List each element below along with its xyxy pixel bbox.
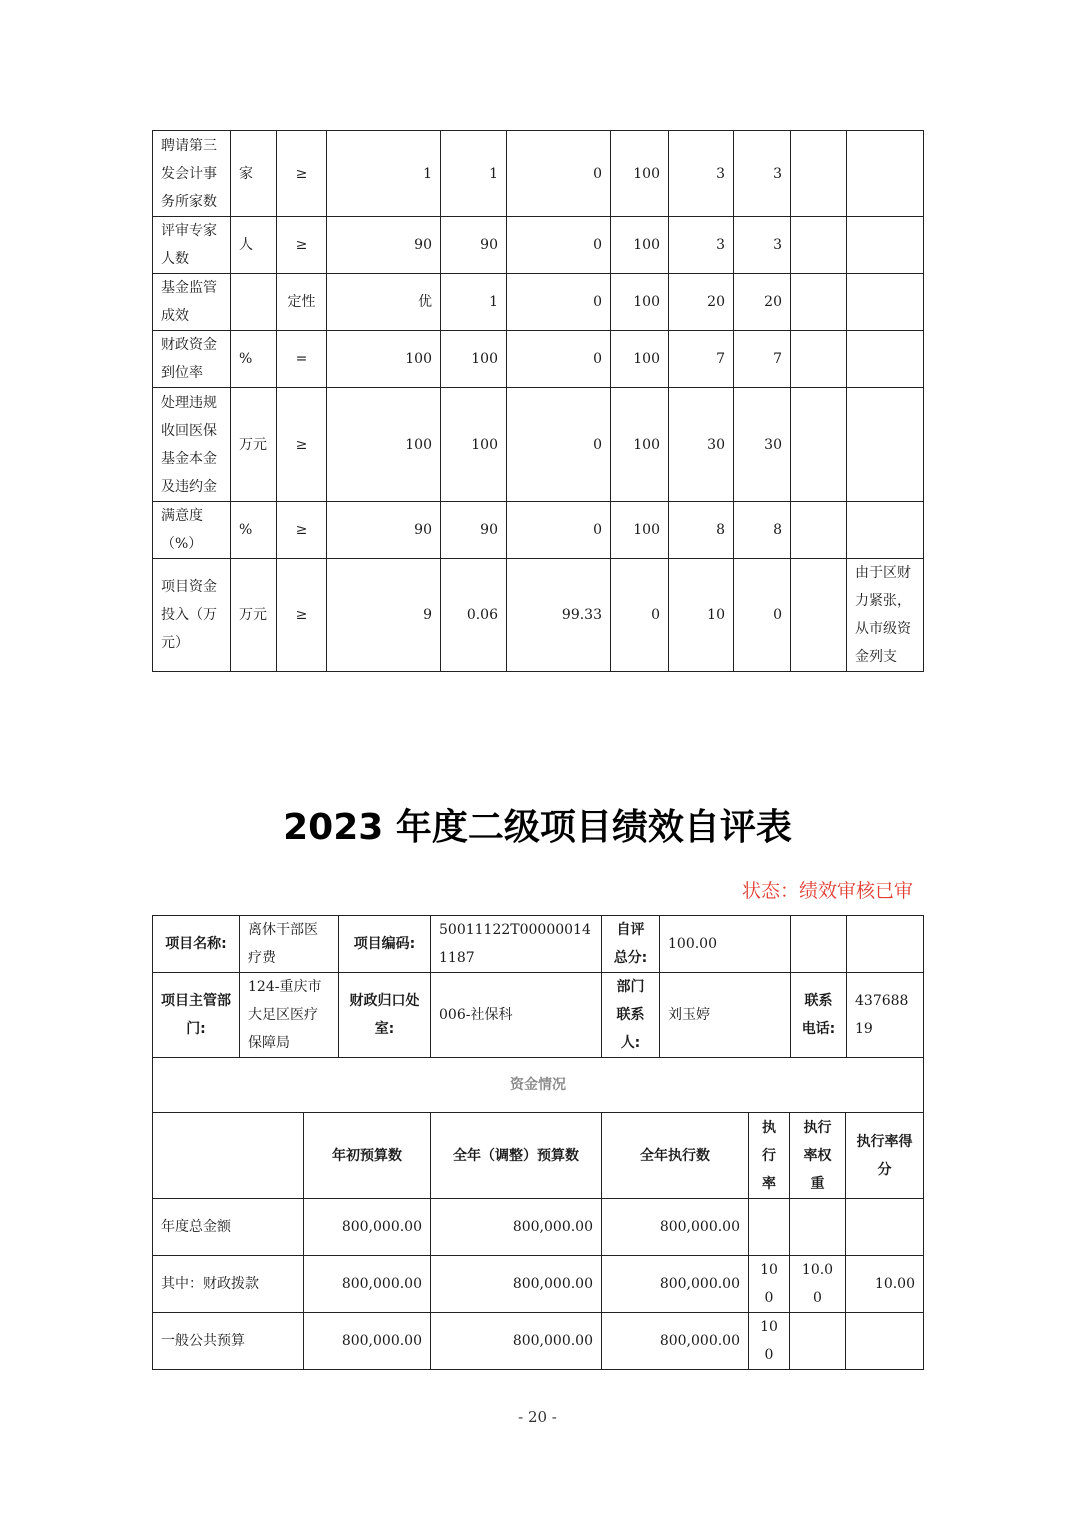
indicator-deviation: 0	[507, 274, 611, 331]
phone: 43768819	[847, 973, 924, 1058]
funds-executed: 800,000.00	[602, 1199, 749, 1256]
indicator-extra	[791, 502, 847, 559]
funds-section-title: 资金情况	[153, 1058, 924, 1113]
indicator-target: 优	[327, 274, 441, 331]
indicator-rate: 0	[611, 559, 669, 672]
indicator-target: 100	[327, 331, 441, 388]
indicator-target: 100	[327, 388, 441, 502]
indicator-unit: 万元	[231, 388, 277, 502]
indicator-row	[153, 502, 924, 559]
funds-weight: 10.00	[790, 1256, 846, 1313]
indicator-deviation: 0	[507, 502, 611, 559]
indicator-actual: 100	[441, 331, 507, 388]
funds-executed: 800,000.00	[602, 1256, 749, 1313]
indicator-name: 评审专家人数	[153, 217, 231, 274]
indicator-deviation: 0	[507, 331, 611, 388]
indicator-unit: %	[231, 502, 277, 559]
indicator-extra	[791, 559, 847, 672]
indicator-target: 90	[327, 502, 441, 559]
funds-table-body	[153, 1199, 924, 1370]
indicator-rate: 100	[611, 131, 669, 217]
indicator-weight: 10	[669, 559, 734, 672]
indicator-actual: 0.06	[441, 559, 507, 672]
indicator-rate: 100	[611, 388, 669, 502]
indicator-name: 基金监管成效	[153, 274, 231, 331]
indicator-actual: 1	[441, 274, 507, 331]
indicator-name: 满意度（%）	[153, 502, 231, 559]
funds-executed: 800,000.00	[602, 1313, 749, 1370]
page-number: - 20 -	[518, 1408, 557, 1426]
indicator-row	[153, 331, 924, 388]
empty-cell	[847, 916, 924, 973]
indicator-extra	[791, 331, 847, 388]
funds-row	[153, 1199, 924, 1256]
funds-row	[153, 1256, 924, 1313]
indicator-actual: 90	[441, 502, 507, 559]
funds-column-header	[153, 1113, 304, 1199]
indicator-table	[152, 130, 924, 672]
indicator-deviation: 0	[507, 131, 611, 217]
project-code: 50011122T000000141187	[431, 916, 602, 973]
project-name: 离休干部医疗费	[240, 916, 339, 973]
funds-initial: 800,000.00	[304, 1199, 431, 1256]
funds-rate: 100	[749, 1256, 790, 1313]
dept: 124-重庆市大足区医疗保障局	[240, 973, 339, 1058]
indicator-name: 处理违规收回医保基金本金及违约金	[153, 388, 231, 502]
funds-rate: 100	[749, 1313, 790, 1370]
indicator-table-body	[153, 131, 924, 672]
indicator-extra	[791, 217, 847, 274]
indicator-unit: 人	[231, 217, 277, 274]
indicator-row	[153, 131, 924, 217]
indicator-score: 7	[734, 331, 791, 388]
indicator-score: 30	[734, 388, 791, 502]
funds-column-header: 年初预算数	[304, 1113, 431, 1199]
indicator-row	[153, 217, 924, 274]
funds-score	[846, 1313, 924, 1370]
indicator-score: 8	[734, 502, 791, 559]
indicator-unit: %	[231, 331, 277, 388]
indicator-extra	[791, 388, 847, 502]
funds-row	[153, 1313, 924, 1370]
contact-label: 部门联系人:	[602, 973, 660, 1058]
indicator-deviation: 0	[507, 388, 611, 502]
indicator-target: 90	[327, 217, 441, 274]
funds-adjusted: 800,000.00	[431, 1256, 602, 1313]
indicator-op: ≥	[277, 131, 327, 217]
indicator-note	[847, 331, 924, 388]
indicator-op: ≥	[277, 388, 327, 502]
indicator-deviation: 99.33	[507, 559, 611, 672]
funds-column-header: 全年执行数	[602, 1113, 749, 1199]
indicator-score: 3	[734, 217, 791, 274]
funds-table	[152, 1112, 924, 1370]
indicator-rate: 100	[611, 502, 669, 559]
funds-adjusted: 800,000.00	[431, 1313, 602, 1370]
page-title: 2023 年度二级项目绩效自评表	[283, 807, 792, 848]
status-label: 状态：绩效审核已审	[741, 880, 913, 902]
indicator-deviation: 0	[507, 217, 611, 274]
phone-label: 联系电话:	[791, 973, 847, 1058]
indicator-rate: 100	[611, 331, 669, 388]
total-score: 100.00	[660, 916, 791, 973]
indicator-note	[847, 217, 924, 274]
funds-column-header: 全年（调整）预算数	[431, 1113, 602, 1199]
indicator-weight: 7	[669, 331, 734, 388]
dept-label: 项目主管部门:	[153, 973, 240, 1058]
indicator-extra	[791, 274, 847, 331]
indicator-target: 9	[327, 559, 441, 672]
empty-cell	[791, 916, 847, 973]
indicator-op: =	[277, 331, 327, 388]
funds-score	[846, 1199, 924, 1256]
indicator-rate: 100	[611, 274, 669, 331]
indicator-unit: 万元	[231, 559, 277, 672]
indicator-name: 项目资金投入（万元）	[153, 559, 231, 672]
indicator-unit	[231, 274, 277, 331]
funds-label: 年度总金额	[153, 1199, 304, 1256]
funds-column-header: 执行率得分	[846, 1113, 924, 1199]
indicator-name: 财政资金到位率	[153, 331, 231, 388]
indicator-actual: 100	[441, 388, 507, 502]
indicator-actual: 90	[441, 217, 507, 274]
indicator-note	[847, 131, 924, 217]
total-score-label: 自评总分:	[602, 916, 660, 973]
indicator-note	[847, 502, 924, 559]
indicator-score: 20	[734, 274, 791, 331]
indicator-op: ≥	[277, 559, 327, 672]
indicator-score: 0	[734, 559, 791, 672]
finance-label: 财政归口处室:	[339, 973, 431, 1058]
funds-header-row	[153, 1113, 924, 1199]
indicator-op: 定性	[277, 274, 327, 331]
indicator-target: 1	[327, 131, 441, 217]
contact: 刘玉婷	[660, 973, 791, 1058]
project-code-label: 项目编码:	[339, 916, 431, 973]
project-name-label: 项目名称:	[153, 916, 240, 973]
funds-column-header: 执行率	[749, 1113, 790, 1199]
indicator-weight: 30	[669, 388, 734, 502]
indicator-note: 由于区财力紧张，从市级资金列支	[847, 559, 924, 672]
funds-rate	[749, 1199, 790, 1256]
indicator-row	[153, 388, 924, 502]
indicator-unit: 家	[231, 131, 277, 217]
indicator-rate: 100	[611, 217, 669, 274]
indicator-score: 3	[734, 131, 791, 217]
funds-weight	[790, 1313, 846, 1370]
indicator-weight: 20	[669, 274, 734, 331]
funds-column-header: 执行率权重	[790, 1113, 846, 1199]
funds-adjusted: 800,000.00	[431, 1199, 602, 1256]
funds-label: 其中：财政拨款	[153, 1256, 304, 1313]
indicator-weight: 3	[669, 131, 734, 217]
indicator-weight: 8	[669, 502, 734, 559]
indicator-note	[847, 388, 924, 502]
indicator-row	[153, 274, 924, 331]
funds-label: 一般公共预算	[153, 1313, 304, 1370]
indicator-name: 聘请第三发会计事务所家数	[153, 131, 231, 217]
indicator-row	[153, 559, 924, 672]
indicator-weight: 3	[669, 217, 734, 274]
indicator-extra	[791, 131, 847, 217]
project-info-table	[152, 915, 924, 1113]
indicator-note	[847, 274, 924, 331]
funds-initial: 800,000.00	[304, 1313, 431, 1370]
finance-office: 006-社保科	[431, 973, 602, 1058]
indicator-op: ≥	[277, 502, 327, 559]
indicator-actual: 1	[441, 131, 507, 217]
funds-weight	[790, 1199, 846, 1256]
indicator-op: ≥	[277, 217, 327, 274]
funds-score: 10.00	[846, 1256, 924, 1313]
funds-initial: 800,000.00	[304, 1256, 431, 1313]
